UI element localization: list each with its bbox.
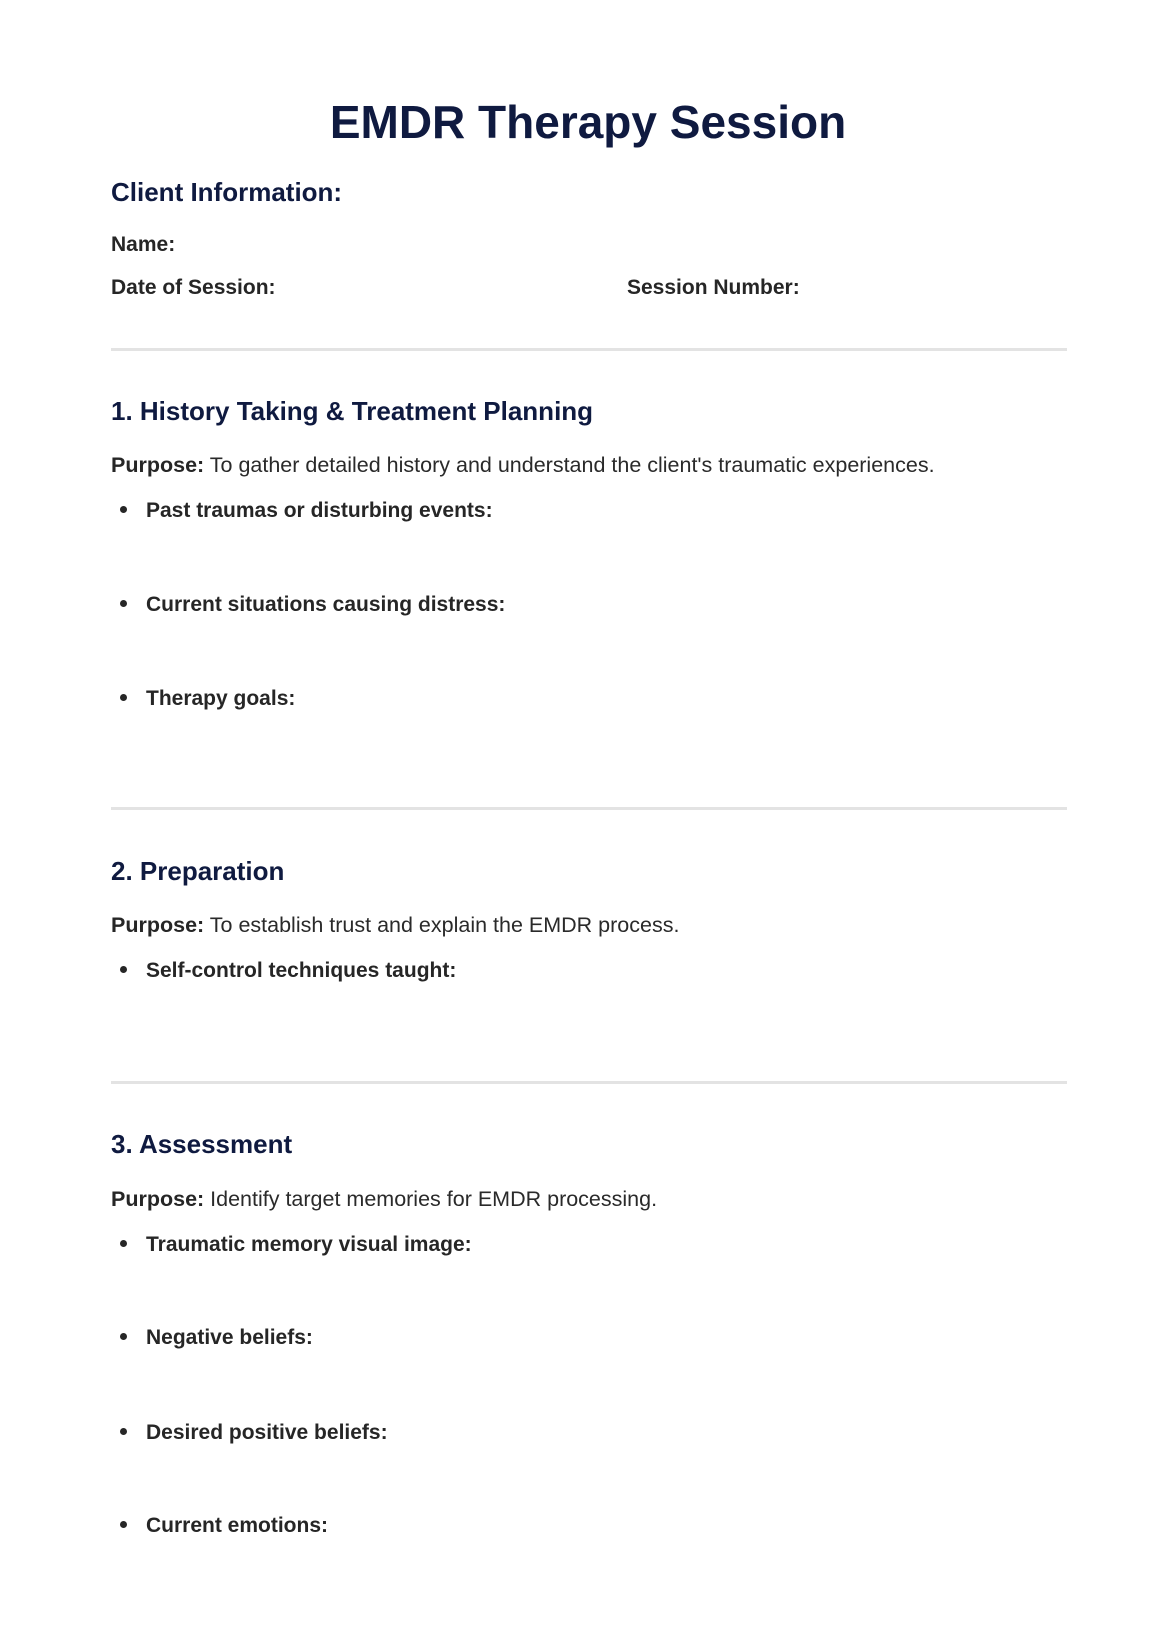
bullet-icon <box>120 506 127 513</box>
bullet-icon <box>120 1240 127 1247</box>
bullet-icon <box>120 1333 127 1340</box>
list-item-label: Therapy goals: <box>146 687 296 710</box>
list-item-label: Current emotions: <box>146 1514 329 1537</box>
bullet-icon <box>120 1521 127 1528</box>
purpose-label: Purpose: <box>111 453 205 477</box>
list-item <box>120 1420 388 1446</box>
bullet-icon <box>120 600 127 607</box>
purpose-label: Purpose: <box>111 913 205 937</box>
list-item-label: Traumatic memory visual image: <box>146 1233 472 1256</box>
list-item-label: Negative beliefs: <box>146 1326 313 1349</box>
list-item <box>120 958 456 984</box>
section-heading-assessment: 3. Assessment <box>111 1129 293 1159</box>
list-item-label: Self-control techniques taught: <box>146 959 457 982</box>
section-divider <box>111 807 1067 810</box>
bullet-icon <box>120 694 127 701</box>
section-divider <box>111 348 1067 351</box>
list-item-label: Past traumas or disturbing events: <box>146 499 493 522</box>
list-item <box>120 686 295 712</box>
purpose-label: Purpose: <box>111 1187 205 1211</box>
name-label: Name: <box>111 233 176 256</box>
section-heading-history: 1. History Taking & Treatment Planning <box>111 396 594 426</box>
purpose-text: Identify target memories for EMDR processing. <box>210 1187 658 1211</box>
list-item <box>120 1232 472 1258</box>
date-of-session-label: Date of Session: <box>111 276 276 299</box>
page-title: EMDR Therapy Session <box>329 96 847 148</box>
bullet-icon <box>120 1428 127 1435</box>
list-item <box>120 1325 313 1351</box>
section-heading-preparation: 2. Preparation <box>111 856 285 886</box>
purpose-text: To gather detailed history and understand the client's traumatic experiences. <box>209 453 935 477</box>
purpose-assessment <box>111 1185 657 1213</box>
list-item-label: Current situations causing distress: <box>146 593 506 616</box>
client-info-heading: Client Information: <box>111 177 343 207</box>
session-number-label: Session Number: <box>627 276 800 299</box>
purpose-history <box>111 451 935 479</box>
section-divider <box>111 1081 1067 1084</box>
purpose-preparation <box>111 911 679 939</box>
purpose-text: To establish trust and explain the EMDR process. <box>209 913 680 937</box>
bullet-icon <box>120 966 127 973</box>
list-item-label: Desired positive beliefs: <box>146 1421 388 1444</box>
list-item <box>120 498 493 524</box>
list-item <box>120 592 505 618</box>
list-item <box>120 1513 328 1539</box>
